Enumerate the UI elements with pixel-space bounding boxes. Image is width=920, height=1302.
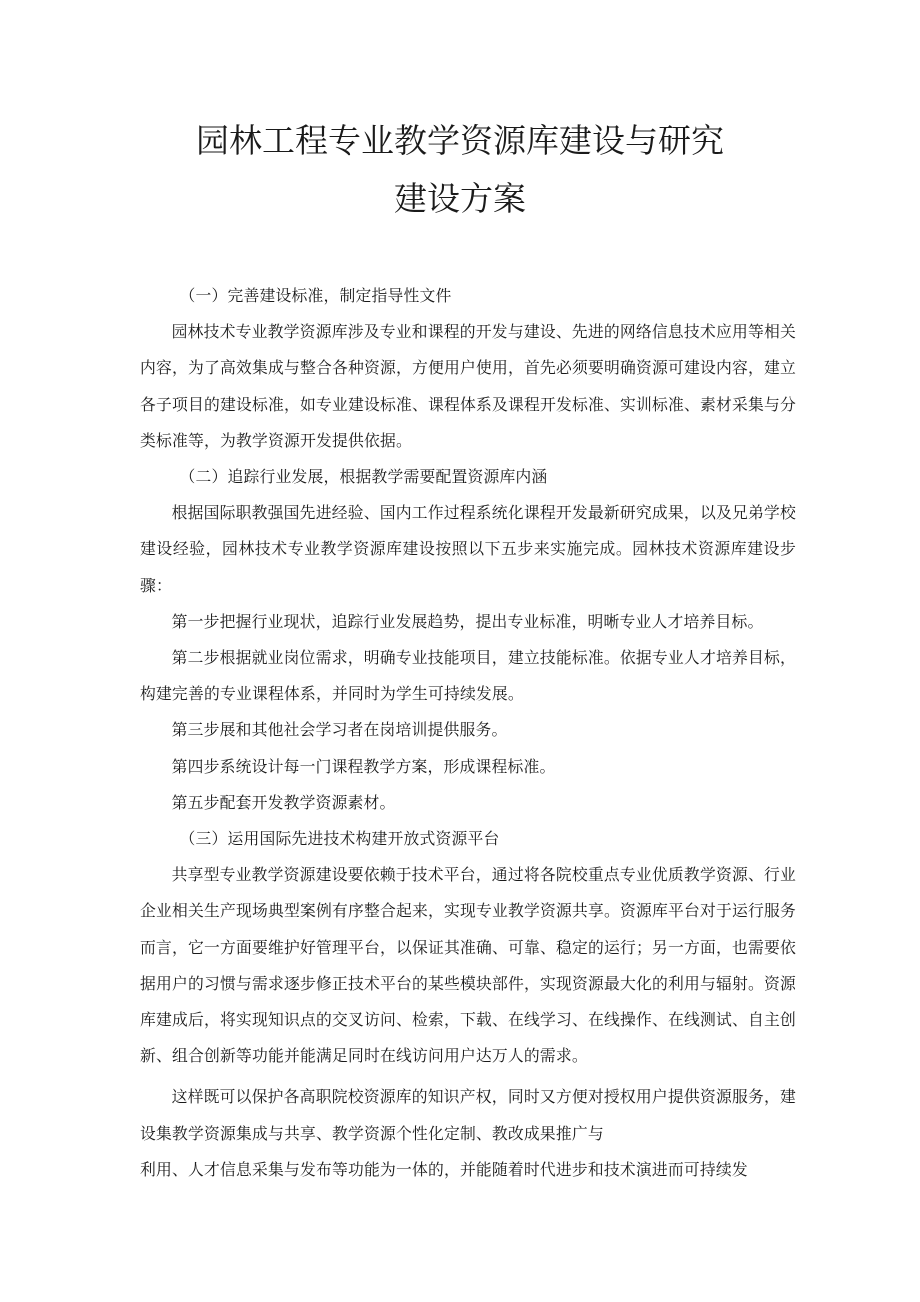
paragraph: 这样既可以保护各高职院校资源库的知识产权，同时又方便对授权用户提供资源服务，建设集教学资源集成与共享、教学资源个性化定制、教改成果推广与 [140,1087,796,1143]
title-line-2: 建设方案 [394,179,526,218]
step-paragraph-4: 第四步系统设计每一门课程教学方案，形成课程标准。 [171,756,556,776]
title-line-1: 园林工程专业教学资源库建设与研究 [196,121,724,160]
paragraph: 共享型专业教学资源建设要依赖于技术平台，通过将各院校重点专业优质教学资源、行业企业相关生产现场典型案例有序整合起来，实现专业教学资源共享。资源库平台对于运行服务而言，它一方面要维护好管理平台，以保证其准确、可靠、稳定的运行；另一方面，也需要依据用户的习惯与需求逐步修正技术平台的某些模块部件，实现资源最大化的利用与辐射。资源库建成后，将实现知识点的交叉访问、检索，下载、在线学习、在线操作、在线测试、自主创新、组合创新等功能并能满足同时在线访问用户达万人的需求。 [140,865,796,1066]
section-heading-1: （一）完善建设标准，制定指导性文件 [179,286,452,305]
paragraph: 根据国际职教强国先进经验、国内工作过程系统化课程开发最新研究成果，以及兄弟学校建设经验，园林技术专业教学资源库建设按照以下五步来实施完成。园林技术资源库建设步骤： [140,503,796,595]
step-paragraph-1: 第一步把握行业现状，追踪行业发展趋势，提出专业标准，明晰专业人才培养目标。 [171,611,764,631]
step-paragraph-2: 第二步根据就业岗位需求，明确专业技能项目，建立技能标准。依据专业人才培养目标，构建完善的专业课程体系，并同时为学生可持续发展。 [140,648,796,704]
document-body [140,278,796,1188]
section-heading-2: （二）追踪行业发展，根据教学需要配置资源库内涵 [179,467,548,487]
paragraph-continuation: 利用、人才信息采集与发布等功能为一体的，并能随着时代进步和技术演进而可持续发 [140,1159,748,1179]
step-paragraph-3: 第三步展和其他社会学习者在岗培训提供服务。 [171,720,508,740]
document-title [124,112,796,228]
step-paragraph-5: 第五步配套开发教学资源素材。 [171,792,396,812]
section-heading-3: （三）运用国际先进技术构建开放式资源平台 [179,829,500,849]
paragraph: 园林技术专业教学资源库涉及专业和课程的开发与建设、先进的网络信息技术应用等相关内容，为了高效集成与整合各种资源，方便用户使用，首先必须要明确资源可建设内容，建立各子项目的建设标准，如专业建设标准、课程体系及课程开发标准、实训标准、素材采集与分类标准等，为教学资源开发提供依据。 [140,322,796,450]
